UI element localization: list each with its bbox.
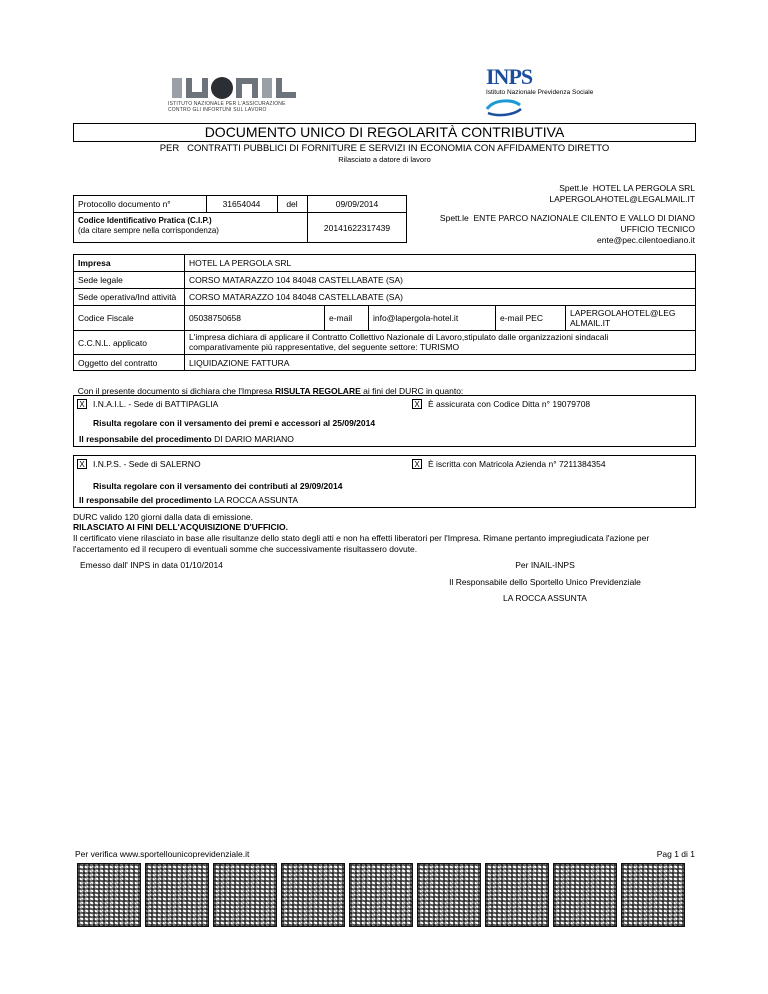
sede-operativa-label: Sede operativa/Ind attività [78, 292, 177, 302]
inail-responsabile [79, 434, 294, 444]
inps-resp-name: LA ROCCA ASSUNTA [211, 495, 299, 505]
recipient-2-name: Spett.le ENTE PARCO NAZIONALE CILENTO E VALLO DI DIANO [439, 213, 695, 223]
signature-per: Per INAIL-INPS [515, 560, 575, 570]
inps-logo-name: INPS [486, 64, 533, 89]
declaration-text [73, 376, 463, 396]
emission-date: Emesso dall' INPS in data 01/10/2014 [80, 560, 223, 570]
codice-fiscale-label: Codice Fiscale [78, 313, 134, 323]
disclaimer-line2: l'accertamento ed il recupero di eventuali somme che successivamente risultassero dovute. [73, 544, 418, 554]
pec-value-line2: ALMAIL.IT [570, 318, 611, 328]
codice-fiscale-value: 05038750658 [189, 313, 242, 323]
document-subtitle: PER CONTRATTI PUBBLICI DI FORNITURE E SERVIZI IN ECONOMIA CON AFFIDAMENTO DIRETTO [159, 143, 610, 154]
inps-code: È iscritta con Matricola Azienda n° 7211384354 [428, 459, 606, 469]
pec-value-line1: LAPERGOLAHOTEL@LEG [570, 308, 676, 318]
disclaimer-line1: Il certificato viene rilasciato in base alle risultanze dello stato degli atti e non ha effetti liberatori per l'Impresa. Rimane pertanto impregiudicata l'azione per [73, 533, 650, 543]
inail-resp-name: DI DARIO MARIANO [211, 434, 294, 444]
page-number: Pag 1 di 1 [656, 849, 695, 859]
sede-legale-label: Sede legale [78, 275, 123, 285]
barcode-7 [485, 863, 549, 927]
verification-url: Per verifica www.sportellounicoprevidenziale.it [75, 849, 250, 859]
ccnl-label: C.C.N.L. applicato [78, 337, 147, 348]
cip-note: (da citare sempre nella corrispondenza) [78, 226, 219, 235]
impresa-label: Impresa [78, 258, 111, 268]
inps-result: Risulta regolare con il versamento dei contributi al 29/09/2014 [93, 481, 343, 491]
recipient-1-email: LAPERGOLAHOTEL@LEGALMAIL.IT [549, 194, 695, 204]
inail-code-checkbox: X [412, 399, 422, 409]
pec-label: e-mail PEC [500, 313, 543, 323]
declaration-bold: RISULTA REGOLARE [274, 386, 361, 396]
inail-logo-line1: ISTITUTO NAZIONALE PER L'ASSICURAZIONE [168, 101, 286, 107]
sede-operativa-value: CORSO MATARAZZO 104 84048 CASTELLABATE (SA) [189, 292, 403, 302]
email-label: e-mail [329, 313, 353, 323]
inail-result: Risulta regolare con il versamento dei premi e accessori al 25/09/2014 [93, 418, 376, 428]
validity-note: DURC valido 120 giorni dalla data di emissione. [73, 512, 254, 522]
barcode-4 [281, 863, 345, 927]
ccnl-value-line1: L'impresa dichiara di applicare il Contratto Collettivo Nazionale di Lavoro,stipulato dalle organizzazioni sindacali [189, 332, 609, 342]
inail-office: I.N.A.I.L. - Sede di BATTIPAGLIA [93, 399, 219, 409]
sede-legale-value: CORSO MATARAZZO 104 84048 CASTELLABATE (SA) [189, 275, 403, 285]
document-title: DOCUMENTO UNICO DI REGOLARITÀ CONTRIBUTIVA [204, 124, 565, 140]
recipient-2-email: ente@pec.cilentoediano.it [597, 235, 695, 245]
oggetto-value: LIQUIDAZIONE FATTURA [189, 358, 290, 368]
issued-to: Rilasciato a datore di lavoro [338, 155, 431, 164]
inail-logo-mark [170, 74, 300, 100]
inps-resp-label: Il responsabile del procedimento [79, 495, 212, 505]
cip-value: 20141622317439 [323, 222, 391, 233]
protocol-number: 31654044 [222, 199, 261, 209]
protocol-date: 09/09/2014 [335, 199, 379, 209]
inail-logo-line2: CONTRO GLI INFORTUNI SUL LAVORO [168, 107, 267, 113]
inail-code: È assicurata con Codice Ditta n° 19079708 [428, 399, 591, 409]
recipient-1-name: Spett.le HOTEL LA PERGOLA SRL [559, 183, 695, 193]
barcode-9 [621, 863, 685, 927]
recipient-2-office: UFFICIO TECNICO [620, 224, 695, 234]
email-value: info@lapergola-hotel.it [373, 313, 459, 323]
oggetto-label: Oggetto del contratto [78, 358, 158, 368]
declaration-pre: Con il presente documento si dichiara che l'Impresa [77, 386, 275, 396]
inps-code-checkbox: X [412, 459, 422, 469]
protocol-label: Protocollo documento n° [78, 199, 171, 209]
inps-checkbox: X [77, 459, 87, 469]
cip-label: Codice Identificativo Pratica (C.I.P.) [78, 216, 212, 225]
ccnl-value-line2: comparativamente più rappresentative, del seguente settore: TURISMO [189, 342, 460, 352]
signature-name: LA ROCCA ASSUNTA [503, 593, 587, 603]
barcode-6 [417, 863, 481, 927]
inps-logo [484, 66, 614, 116]
signature-role: Il Responsabile dello Sportello Unico Previdenziale [449, 577, 641, 587]
declaration-post: ai fini del DURC in quanto: [360, 386, 464, 396]
inail-logo [170, 74, 300, 114]
inps-logo-subtitle: Istituto Nazionale Previdenza Sociale [486, 89, 594, 96]
barcode-8 [553, 863, 617, 927]
protocol-del-label: del [286, 199, 298, 209]
impresa-value: HOTEL LA PERGOLA SRL [189, 258, 292, 268]
barcode-3 [213, 863, 277, 927]
inps-office: I.N.P.S. - Sede di SALERNO [93, 459, 201, 469]
barcode-1 [77, 863, 141, 927]
inps-swirl-icon [484, 97, 524, 117]
rilasciato-note: RILASCIATO AI FINI DELL'ACQUISIZIONE D'UFFICIO. [73, 522, 288, 532]
inail-resp-label: Il responsabile del procedimento [79, 434, 212, 444]
barcode-5 [349, 863, 413, 927]
barcode-2 [145, 863, 209, 927]
inail-checkbox: X [77, 399, 87, 409]
inps-responsabile [79, 495, 298, 505]
